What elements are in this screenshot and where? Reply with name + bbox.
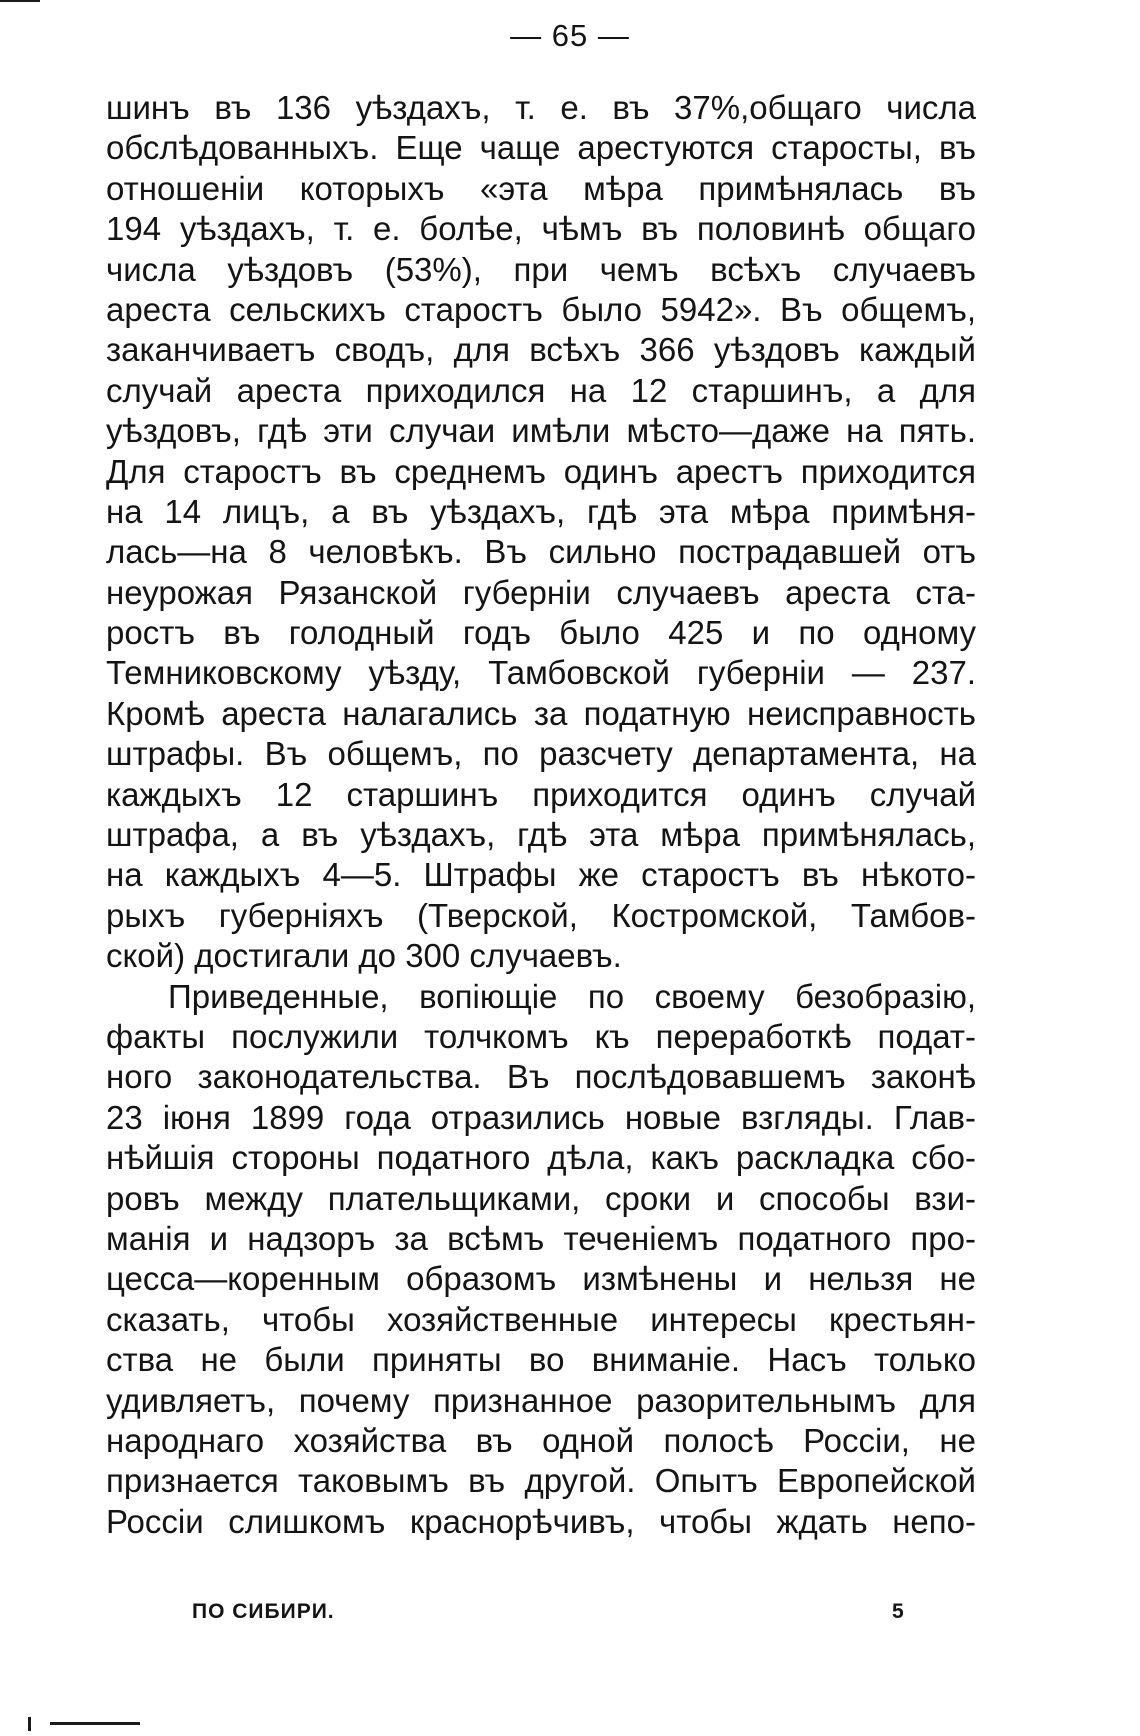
text-line: удивляетъ, почему признанное разорительнымъ для [106,1381,976,1419]
body-text [106,88,976,1542]
text-line: ростъ въ голодный годъ было 425 и по одному [106,614,976,652]
text-line: на 14 лицъ, а въ уѣздахъ, гдѣ эта мѣра примѣня- [106,492,976,530]
text-line: числа уѣздовъ (53%), при чемъ всѣхъ случаевъ [106,250,976,288]
text-line: сказать, чтобы хозяйственные интересы крестьян- [106,1300,976,1338]
scan-edge-mark [0,0,40,2]
text-line: Кромѣ ареста налагались за податную неисправность [106,694,976,732]
text-line: 194 уѣздахъ, т. е. болѣе, чѣмъ въ половинѣ общаго [106,210,976,248]
text-line: народнаго хозяйства въ одной полосѣ Россіи, не [106,1421,976,1459]
text-line: манія и надзоръ за всѣмъ теченіемъ податного про- [106,1219,976,1257]
text-line: неурожая Рязанской губерніи случаевъ ареста ста- [106,573,976,611]
text-line: Россіи слишкомъ краснорѣчивъ, чтобы ждать непо- [106,1502,976,1540]
text-line: признается таковымъ въ другой. Опытъ Европейской [106,1462,976,1500]
scan-edge-mark [50,1722,140,1725]
page-footer [0,1600,1140,1630]
signature-mark: ПО СИБИРИ. [192,1600,335,1623]
paragraph-end-line: ской) достигали до 300 случаевъ. [106,937,622,975]
text-line: на каждыхъ 4—5. Штрафы же старостъ въ нѣкото- [106,856,976,894]
text-line: случай ареста приходился на 12 старшинъ, а для [106,371,976,409]
text-line: нѣйшія стороны податного дѣла, какъ раскладка сбо- [106,1139,976,1177]
scan-edge-mark [28,1717,31,1731]
text-line: шинъ въ 136 уѣздахъ, т. е. въ 37%,общаго числа [106,89,976,126]
text-line: ареста сельскихъ старостъ было 5942». Въ общемъ, [106,290,976,328]
text-line: отношеніи которыхъ «эта мѣра примѣнялась въ [106,169,976,207]
text-line: заканчиваетъ сводъ, для всѣхъ 366 уѣздовъ каждый [106,331,976,369]
text-line: ства не были приняты во вниманіе. Насъ только [106,1341,976,1379]
text-line: Темниковскому уѣзду, Тамбовской губерніи — 237. [106,654,976,692]
page-number: — 65 — [510,18,630,53]
text-line: ного законодательства. Въ послѣдовавшемъ законѣ [106,1058,976,1096]
text-line: ровъ между плательщиками, сроки и способы взи- [106,1179,976,1217]
text-line: рыхъ губерніяхъ (Тверской, Костромской, Тамбов- [106,896,976,934]
text-line: обслѣдованныхъ. Еще чаще арестуются старосты, въ [106,129,976,167]
text-line: уѣздовъ, гдѣ эти случаи имѣли мѣсто—даже на пять. [106,412,976,450]
text-line: 23 іюня 1899 года отразились новые взгляды. Глав- [106,1098,976,1136]
text-line: факты послужили толчкомъ къ переработкѣ подат- [106,1017,976,1055]
text-line: штрафа, а въ уѣздахъ, гдѣ эта мѣра примѣнялась, [106,816,976,854]
text-line: лась—на 8 человѣкъ. Въ сильно пострадавшей отъ [106,533,976,571]
text-line: цесса—коренным образомъ измѣнены и нельзя не [106,1260,976,1298]
text-line: Для старостъ въ среднемъ одинъ арестъ приходится [106,452,976,490]
paragraph-start-line: Приведенные, вопіющіе по своему безобразію, [168,977,976,1015]
sheet-number: 5 [892,1600,905,1623]
text-line: штрафы. Въ общемъ, по разсчету департамента, на [106,735,976,773]
text-line: каждыхъ 12 старшинъ приходится одинъ случай [106,775,976,813]
